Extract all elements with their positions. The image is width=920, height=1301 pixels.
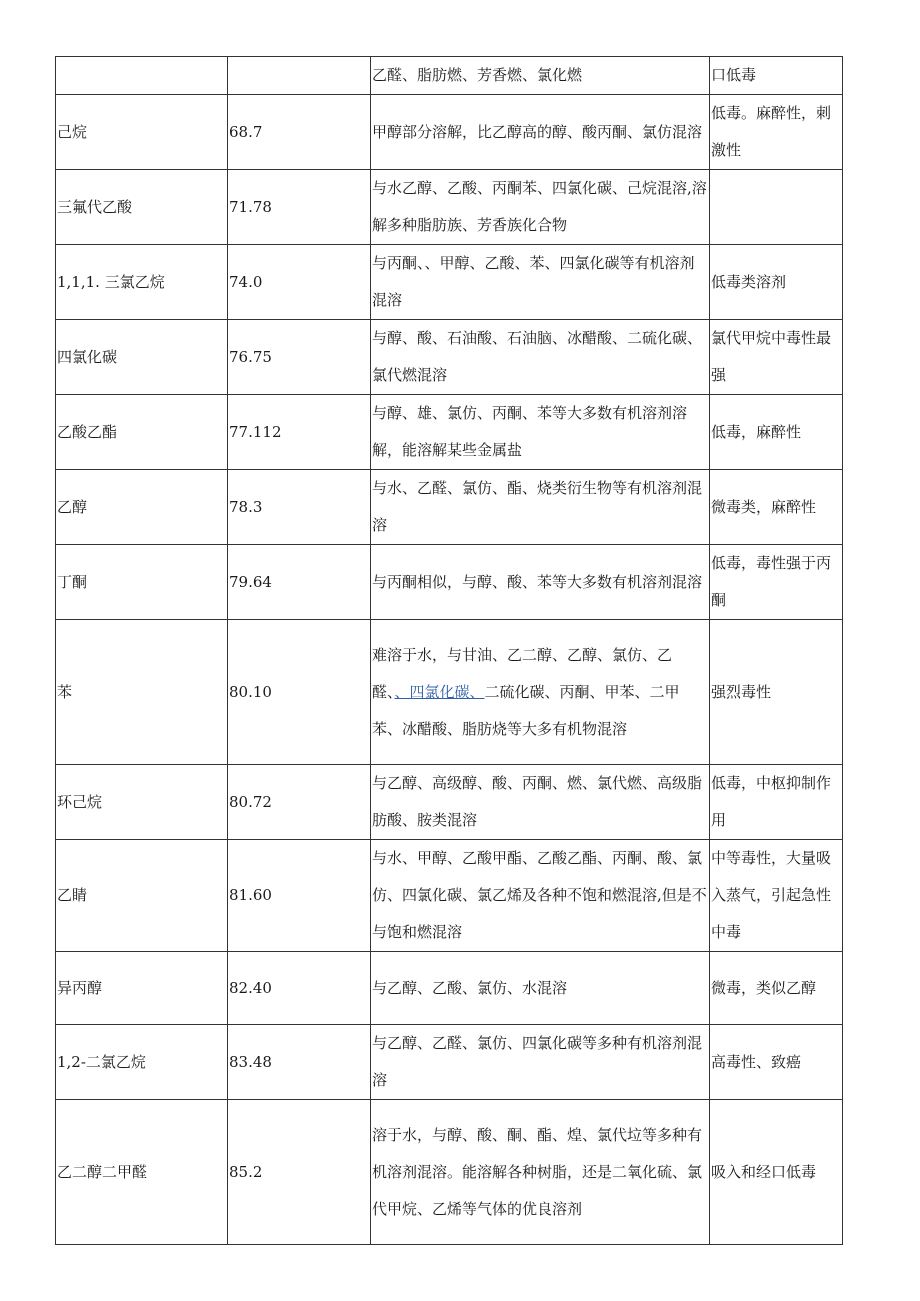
cell-toxicity: 低毒，毒性强于丙酮 — [710, 545, 843, 620]
cell-name: 乙睛 — [56, 840, 228, 952]
cell-miscibility: 与丙酮相似，与醇、酸、苯等大多数有机溶剂混溶 — [371, 545, 710, 620]
cell-toxicity: 口低毒 — [710, 57, 843, 95]
cell-boiling-point: 76.75 — [228, 320, 371, 395]
cell-miscibility: 乙醛、脂肪燃、芳香燃、氯化燃 — [371, 57, 710, 95]
table-row — [56, 170, 843, 245]
cell-boiling-point: 83.48 — [228, 1025, 371, 1100]
miscibility-text: 难溶于水，与甘油、乙二醇、乙醇、氯仿、乙醛、 — [372, 645, 673, 701]
table-row — [56, 320, 843, 395]
cell-name: 三氟代乙酸 — [56, 170, 228, 245]
cell-name: 苯 — [56, 620, 228, 765]
table-row — [56, 1100, 843, 1245]
table-row — [56, 245, 843, 320]
cell-toxicity: 吸入和经口低毒 — [710, 1100, 843, 1245]
table-row — [56, 470, 843, 545]
cell-name: 异丙醇 — [56, 952, 228, 1025]
cell-miscibility: 与乙醇、乙醛、氯仿、四氯化碳等多种有机溶剂混溶 — [371, 1025, 710, 1100]
cell-miscibility: 与醇、酸、石油酸、石油脑、冰醋酸、二硫化碳、氯代燃混溶 — [371, 320, 710, 395]
cell-miscibility: 与乙醇、乙酸、氯仿、水混溶 — [371, 952, 710, 1025]
cell-miscibility: 与乙醇、高级醇、酸、丙酮、燃、氯代燃、高级脂肪酸、胺类混溶 — [371, 765, 710, 840]
cell-toxicity: 低毒类溶剂 — [710, 245, 843, 320]
table-row — [56, 545, 843, 620]
cell-boiling-point: 81.60 — [228, 840, 371, 952]
cell-miscibility: 与水、甲醇、乙酸甲酯、乙酸乙酯、丙酮、酸、氯仿、四氯化碳、氯乙烯及各种不饱和燃混溶,但是不与饱和燃混溶 — [371, 840, 710, 952]
miscibility-text: 二硫化碳、丙酮、甲苯、二甲苯、冰醋酸、脂肪烧等大多有机物混溶 — [372, 682, 680, 738]
cell-boiling-point: 78.3 — [228, 470, 371, 545]
cell-boiling-point: 74.0 — [228, 245, 371, 320]
cell-name — [56, 57, 228, 95]
cell-toxicity — [710, 170, 843, 245]
table-row — [56, 57, 843, 95]
cell-toxicity: 中等毒性，大量吸入蒸气，引起急性中毒 — [710, 840, 843, 952]
table-row — [56, 95, 843, 170]
table-row — [56, 840, 843, 952]
cell-toxicity: 微毒类，麻醉性 — [710, 470, 843, 545]
cell-miscibility: 溶于水，与醇、酸、酮、酯、煌、氯代垃等多种有机溶剂混溶。能溶解各种树脂，还是二氧化硫、氯代甲烷、乙烯等气体的优良溶剂 — [371, 1100, 710, 1245]
cell-miscibility — [371, 620, 710, 765]
cell-boiling-point: 79.64 — [228, 545, 371, 620]
cell-name: 环己烷 — [56, 765, 228, 840]
solvent-table — [55, 56, 843, 1245]
cell-toxicity: 低毒。麻醉性，刺激性 — [710, 95, 843, 170]
cell-toxicity: 低毒，麻醉性 — [710, 395, 843, 470]
cell-toxicity: 低毒，中枢抑制作用 — [710, 765, 843, 840]
cell-boiling-point: 71.78 — [228, 170, 371, 245]
cell-toxicity: 高毒性、致癌 — [710, 1025, 843, 1100]
cell-miscibility: 甲醇部分溶解，比乙醇高的醇、酸丙酮、氯仿混溶 — [371, 95, 710, 170]
cell-boiling-point — [228, 57, 371, 95]
cell-name: 1,2-二氯乙烷 — [56, 1025, 228, 1100]
cell-name: 己烷 — [56, 95, 228, 170]
carbon-tetrachloride-link[interactable]: 、四氯化碳、 — [394, 682, 485, 701]
cell-name: 丁酮 — [56, 545, 228, 620]
cell-name: 四氯化碳 — [56, 320, 228, 395]
cell-name: 乙酸乙酯 — [56, 395, 228, 470]
table-row — [56, 765, 843, 840]
cell-boiling-point: 80.10 — [228, 620, 371, 765]
cell-boiling-point: 68.7 — [228, 95, 371, 170]
cell-name: 乙醇 — [56, 470, 228, 545]
cell-name: 1,1,1. 三氯乙烷 — [56, 245, 228, 320]
cell-boiling-point: 80.72 — [228, 765, 371, 840]
cell-toxicity: 氯代甲烷中毒性最强 — [710, 320, 843, 395]
cell-boiling-point: 85.2 — [228, 1100, 371, 1245]
table-row — [56, 620, 843, 765]
table-row — [56, 395, 843, 470]
cell-boiling-point: 77.112 — [228, 395, 371, 470]
cell-name: 乙二醇二甲醛 — [56, 1100, 228, 1245]
cell-boiling-point: 82.40 — [228, 952, 371, 1025]
table-row — [56, 1025, 843, 1100]
cell-miscibility: 与丙酮、、甲醇、乙酸、苯、四氯化碳等有机溶剂混溶 — [371, 245, 710, 320]
cell-toxicity: 强烈毒性 — [710, 620, 843, 765]
cell-miscibility: 与水乙醇、乙酸、丙酮苯、四氯化碳、己烷混溶,溶解多种脂肪族、芳香族化合物 — [371, 170, 710, 245]
cell-toxicity: 微毒，类似乙醇 — [710, 952, 843, 1025]
cell-miscibility: 与醇、雄、氯仿、丙酮、苯等大多数有机溶剂溶解，能溶解某些金属盐 — [371, 395, 710, 470]
cell-miscibility: 与水、乙醛、氯仿、酯、烧类衍生物等有机溶剂混溶 — [371, 470, 710, 545]
table-row — [56, 952, 843, 1025]
